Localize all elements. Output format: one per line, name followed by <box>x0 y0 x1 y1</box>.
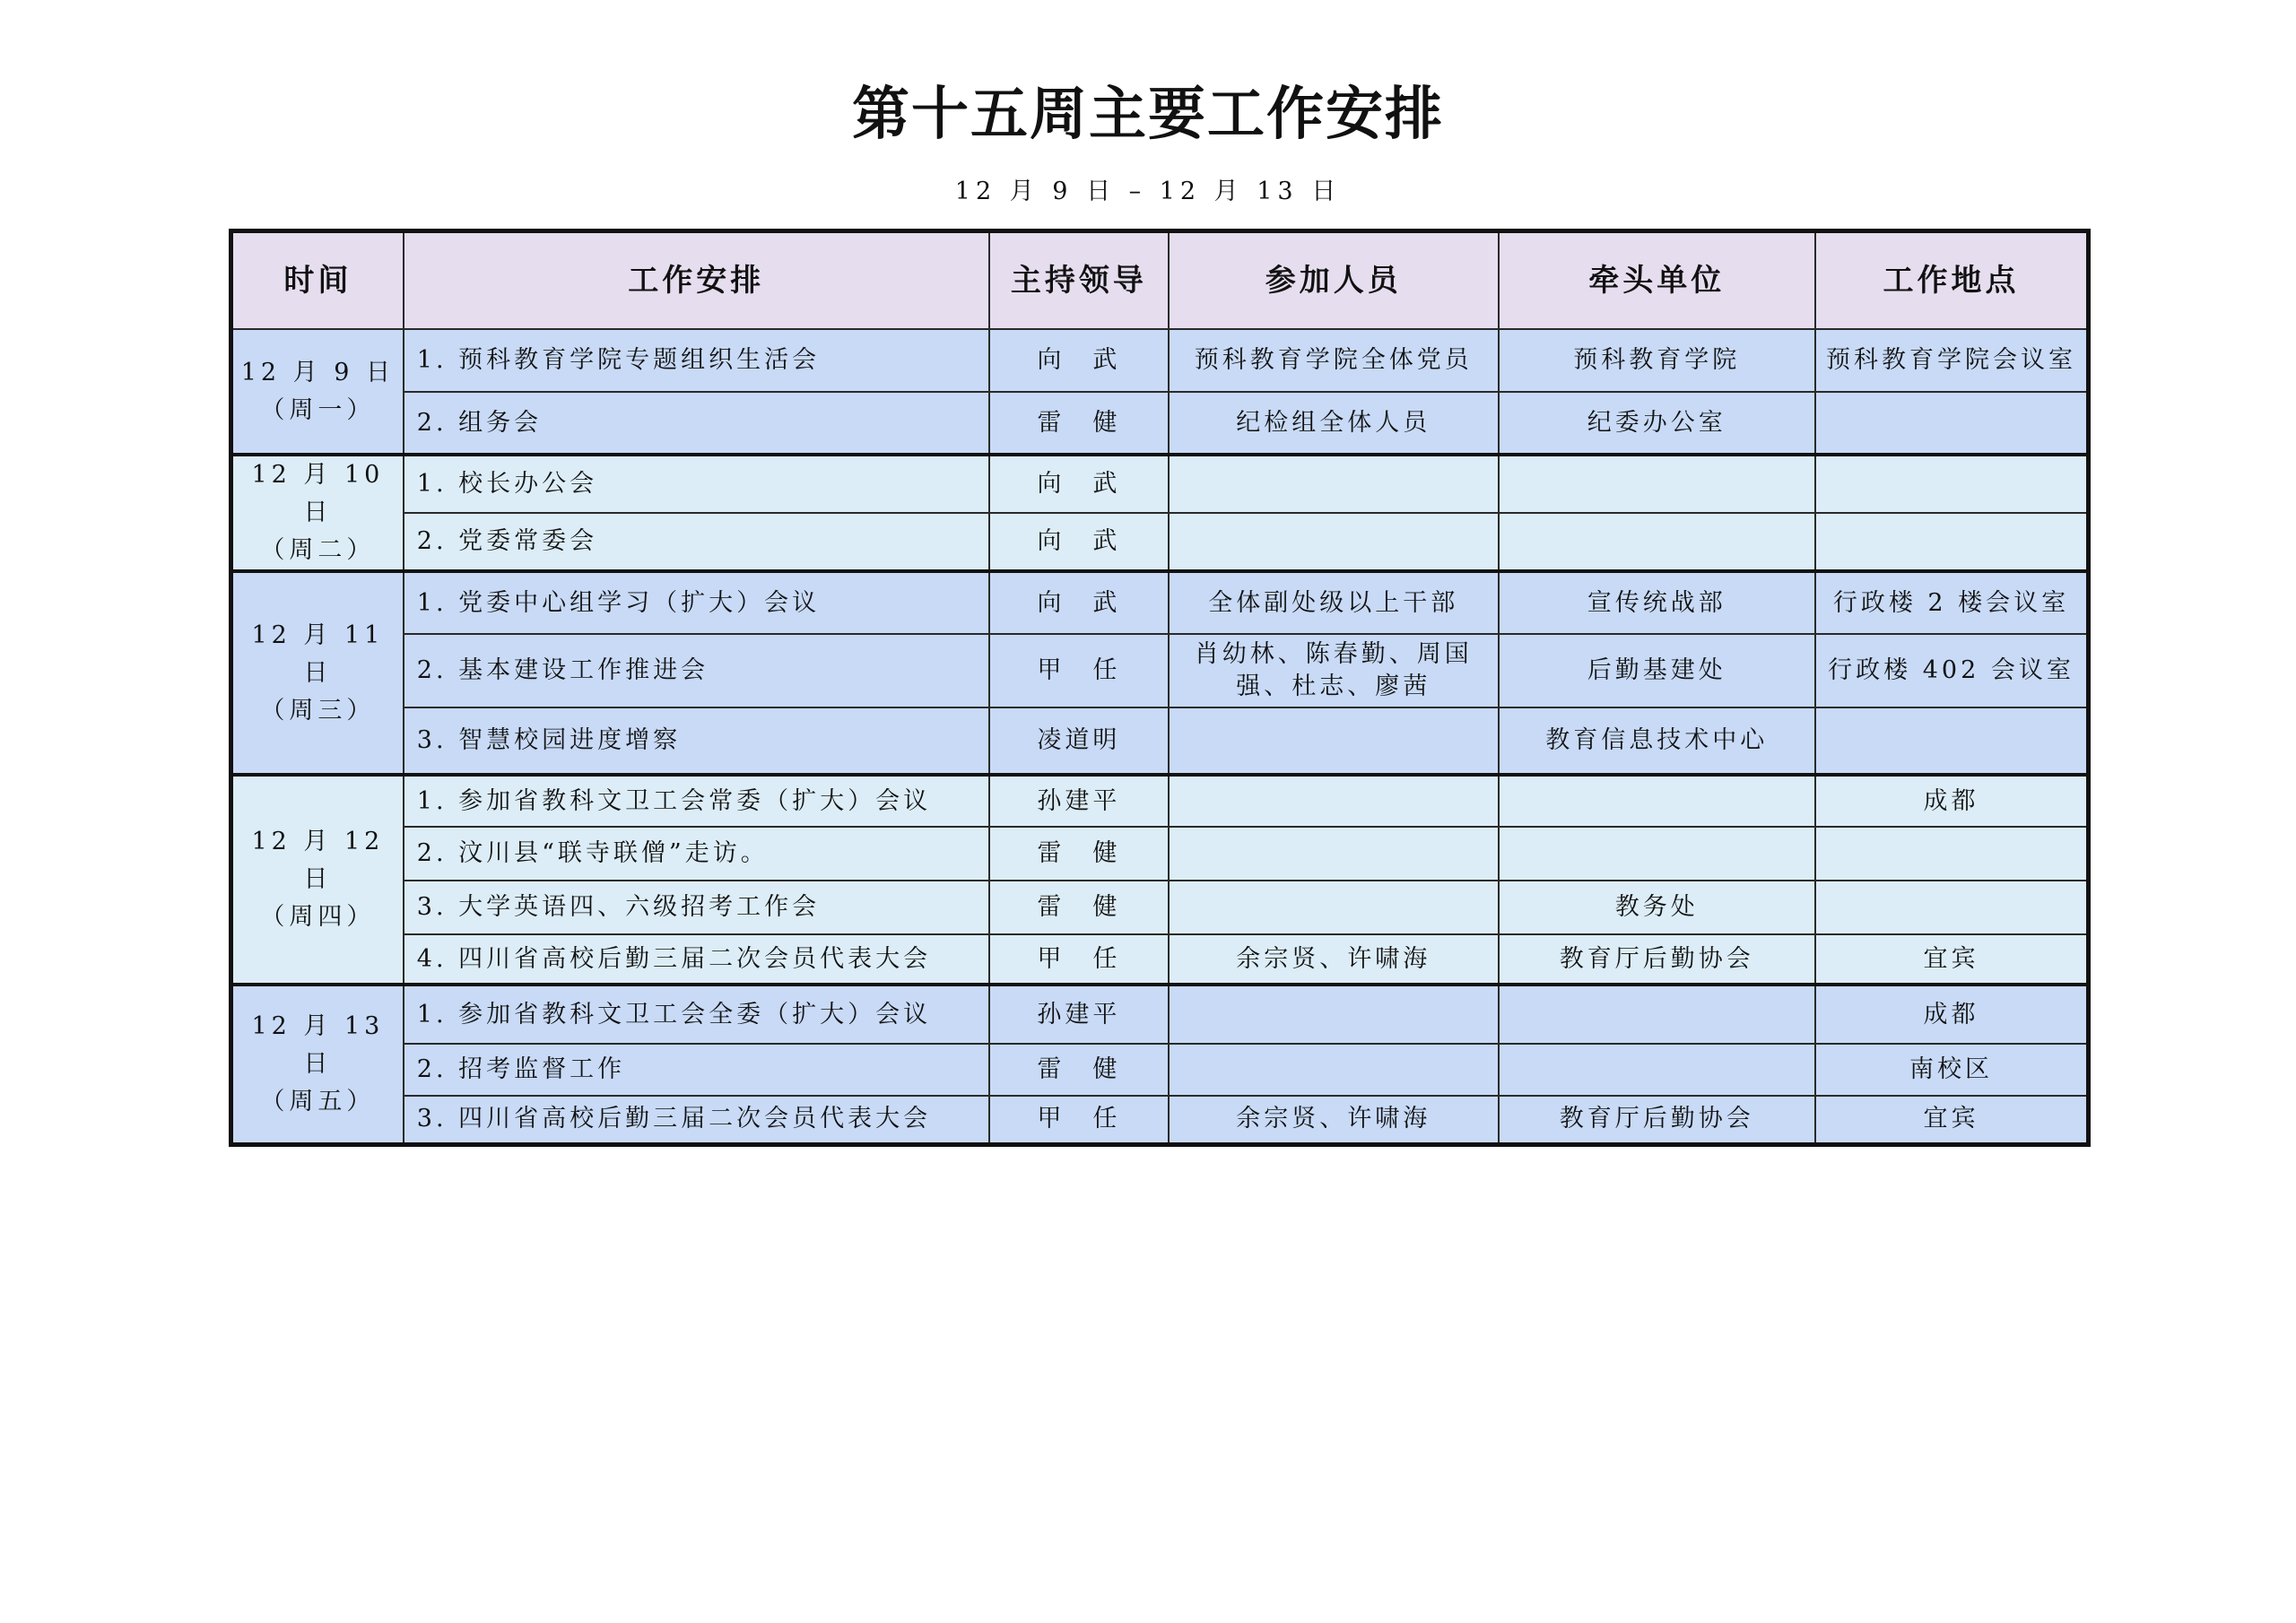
lead-unit-cell <box>1499 775 1816 827</box>
header-time: 时间 <box>231 231 404 330</box>
location-cell <box>1815 392 2088 455</box>
location-cell <box>1815 881 2088 934</box>
day-group-monday <box>231 329 2089 455</box>
lead-unit-cell: 宣传统战部 <box>1499 571 1816 634</box>
host-cell: 雷 健 <box>989 1044 1169 1096</box>
table-row <box>231 634 2089 707</box>
participants-cell <box>1169 513 1499 571</box>
location-cell <box>1815 513 2088 571</box>
location-cell: 宜宾 <box>1815 934 2088 985</box>
location-cell <box>1815 827 2088 881</box>
date-text: 12 月 9 日 <box>240 358 396 386</box>
task-cell: 2. 党委常委会 <box>404 513 989 571</box>
location-cell <box>1815 707 2088 775</box>
host-cell: 向 武 <box>989 455 1169 513</box>
task-cell: 2. 组务会 <box>404 392 989 455</box>
participants-cell <box>1169 775 1499 827</box>
header-lead-unit: 牵头单位 <box>1499 231 1816 330</box>
participants-cell: 预科教育学院全体党员 <box>1169 329 1499 392</box>
host-cell: 雷 健 <box>989 881 1169 934</box>
location-cell: 预科教育学院会议室 <box>1815 329 2088 392</box>
header-host: 主持领导 <box>989 231 1169 330</box>
host-cell: 凌道明 <box>989 707 1169 775</box>
host-cell: 向 武 <box>989 513 1169 571</box>
lead-unit-cell: 预科教育学院 <box>1499 329 1816 392</box>
host-cell: 向 武 <box>989 571 1169 634</box>
lead-unit-cell <box>1499 985 1816 1044</box>
host-cell: 甲 任 <box>989 1096 1169 1144</box>
task-cell: 2. 基本建设工作推进会 <box>404 634 989 707</box>
day-group-thursday <box>231 775 2089 985</box>
host-cell: 向 武 <box>989 329 1169 392</box>
date-cell <box>231 985 404 1144</box>
task-cell: 3. 四川省高校后勤三届二次会员代表大会 <box>404 1096 989 1144</box>
date-text: 12 月 13 日 <box>251 1011 385 1078</box>
lead-unit-cell: 教育信息技术中心 <box>1499 707 1816 775</box>
task-cell: 1. 校长办公会 <box>404 455 989 513</box>
day-group-friday <box>231 985 2089 1144</box>
table-row <box>231 329 2089 392</box>
table-row <box>231 775 2089 827</box>
participants-cell: 余宗贤、许啸海 <box>1169 1096 1499 1144</box>
location-cell: 南校区 <box>1815 1044 2088 1096</box>
participants-cell <box>1169 707 1499 775</box>
host-cell: 雷 健 <box>989 392 1169 455</box>
date-cell <box>231 455 404 571</box>
task-cell: 1. 参加省教科文卫工会常委（扩大）会议 <box>404 775 989 827</box>
table-row <box>231 881 2089 934</box>
task-cell: 3. 大学英语四、六级招考工作会 <box>404 881 989 934</box>
host-cell: 雷 健 <box>989 827 1169 881</box>
lead-unit-cell: 教育厅后勤协会 <box>1499 934 1816 985</box>
host-cell: 孙建平 <box>989 775 1169 827</box>
table-row <box>231 985 2089 1044</box>
task-cell: 2. 汶川县“联寺联僧”走访。 <box>404 827 989 881</box>
table-row <box>231 707 2089 775</box>
weekday-text: （周五） <box>260 1087 376 1115</box>
host-cell: 甲 任 <box>989 934 1169 985</box>
day-group-tuesday <box>231 455 2089 571</box>
lead-unit-cell: 教育厅后勤协会 <box>1499 1096 1816 1144</box>
lead-unit-cell <box>1499 1044 1816 1096</box>
schedule-table <box>229 229 2091 1147</box>
task-cell: 2. 招考监督工作 <box>404 1044 989 1096</box>
page-title: 第十五周主要工作安排 <box>852 81 1444 148</box>
lead-unit-cell <box>1499 827 1816 881</box>
participants-cell <box>1169 1044 1499 1096</box>
weekday-text: （周一） <box>260 395 376 424</box>
host-cell: 甲 任 <box>989 634 1169 707</box>
lead-unit-cell <box>1499 455 1816 513</box>
task-cell: 1. 参加省教科文卫工会全委（扩大）会议 <box>404 985 989 1044</box>
date-cell <box>231 329 404 455</box>
date-text: 12 月 11 日 <box>251 621 385 687</box>
participants-cell: 余宗贤、许啸海 <box>1169 934 1499 985</box>
lead-unit-cell: 后勤基建处 <box>1499 634 1816 707</box>
task-cell: 1. 预科教育学院专题组织生活会 <box>404 329 989 392</box>
weekday-text: （周二） <box>260 536 376 564</box>
header-participants: 参加人员 <box>1169 231 1499 330</box>
table-row <box>231 1096 2089 1144</box>
location-cell: 成都 <box>1815 985 2088 1044</box>
location-cell: 宜宾 <box>1815 1096 2088 1144</box>
host-cell: 孙建平 <box>989 985 1169 1044</box>
date-text: 12 月 12 日 <box>251 828 385 893</box>
table-row <box>231 934 2089 985</box>
participants-cell: 纪检组全体人员 <box>1169 392 1499 455</box>
table-row <box>231 455 2089 513</box>
header-task: 工作安排 <box>404 231 989 330</box>
location-cell: 行政楼 2 楼会议室 <box>1815 571 2088 634</box>
day-group-wednesday <box>231 571 2089 775</box>
participants-cell <box>1169 881 1499 934</box>
participants-cell: 肖幼林、陈春勤、周国强、杜志、廖茜 <box>1169 634 1499 707</box>
task-cell: 3. 智慧校园进度增察 <box>404 707 989 775</box>
weekday-text: （周三） <box>260 696 376 725</box>
task-cell: 1. 党委中心组学习（扩大）会议 <box>404 571 989 634</box>
location-cell: 成都 <box>1815 775 2088 827</box>
date-range: 12 月 9 日 – 12 月 13 日 <box>954 178 1342 205</box>
location-cell: 行政楼 402 会议室 <box>1815 634 2088 707</box>
header-row <box>231 231 2089 330</box>
participants-cell <box>1169 985 1499 1044</box>
lead-unit-cell: 教务处 <box>1499 881 1816 934</box>
task-cell: 4. 四川省高校后勤三届二次会员代表大会 <box>404 934 989 985</box>
header-location: 工作地点 <box>1815 231 2088 330</box>
participants-cell: 全体副处级以上干部 <box>1169 571 1499 634</box>
date-cell <box>231 571 404 775</box>
weekday-text: （周四） <box>260 903 376 931</box>
lead-unit-cell <box>1499 513 1816 571</box>
table-row <box>231 1044 2089 1096</box>
table-row <box>231 513 2089 571</box>
table-row <box>231 392 2089 455</box>
date-cell <box>231 775 404 985</box>
date-text: 12 月 10 日 <box>251 461 385 526</box>
table-row <box>231 571 2089 634</box>
location-cell <box>1815 455 2088 513</box>
lead-unit-cell: 纪委办公室 <box>1499 392 1816 455</box>
table-row <box>231 827 2089 881</box>
participants-cell <box>1169 827 1499 881</box>
participants-cell <box>1169 455 1499 513</box>
